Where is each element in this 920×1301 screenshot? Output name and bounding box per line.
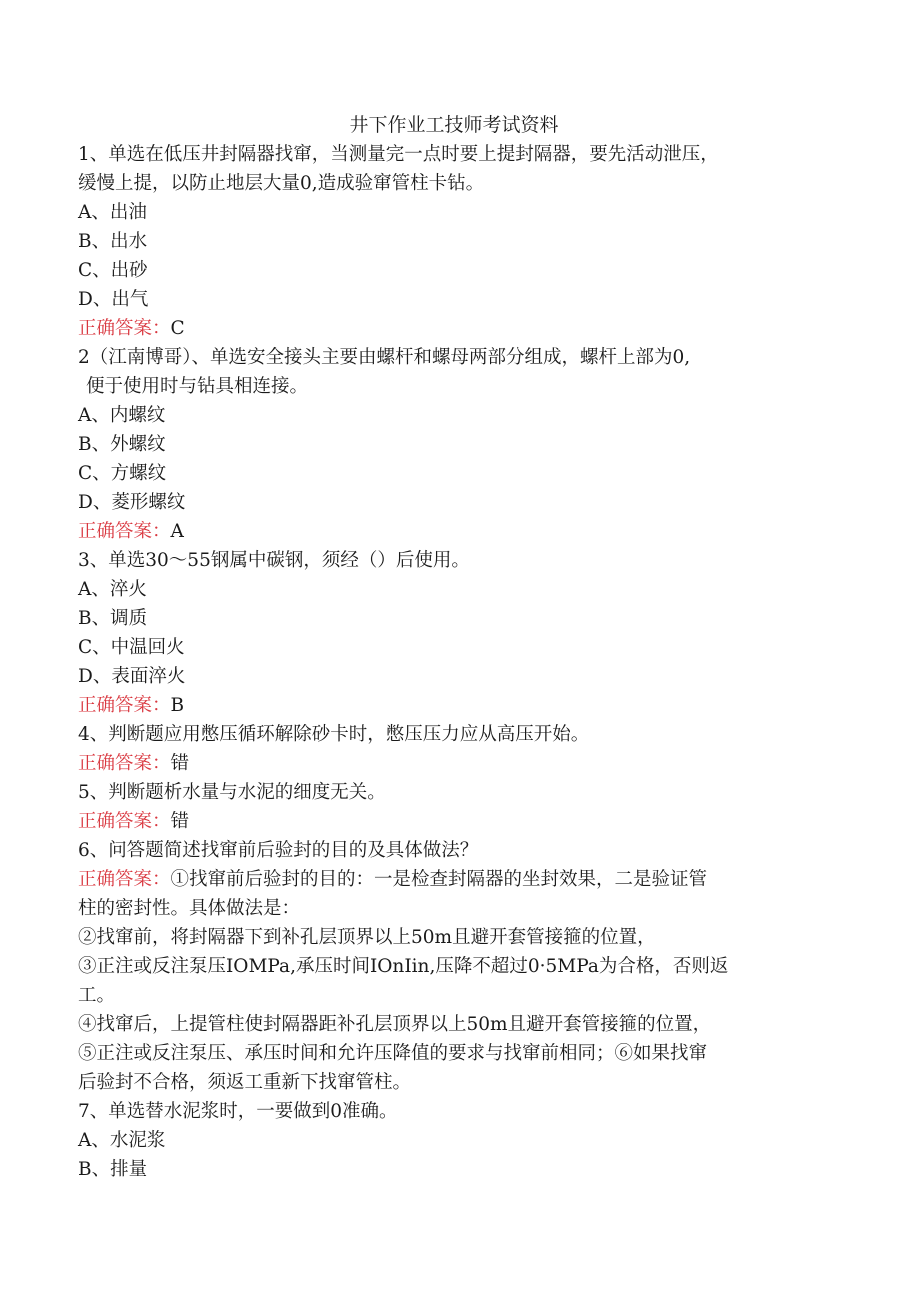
- answer-label: 正确答案：: [78, 521, 171, 542]
- answer-label: 正确答案：: [78, 869, 171, 890]
- q2-option-b: B、外螺纹: [78, 434, 166, 455]
- q3-answer: [78, 691, 820, 720]
- document-title: 井下作业工技师考试资料: [349, 114, 559, 136]
- q1-stem-line2: 缓慢上提，以防止地层大量0,造成验窜管柱卡钻。: [78, 173, 485, 194]
- q4-stem-line1: 4、判断题应用憋压循环解除砂卡时，憋压压力应从高压开始。: [78, 724, 590, 745]
- q1-option-a: A、出油: [78, 202, 147, 223]
- answer-value: 错: [170, 811, 190, 832]
- q6-answer-line-3: ②找窜前，将封隔器下到补孔层顶界以上50m且避开套管接箍的位置，: [78, 927, 656, 948]
- q6-answer: [78, 865, 820, 894]
- answer-value: 错: [170, 753, 190, 774]
- q1-option-b: B、出水: [78, 231, 148, 252]
- q6-answer-line-8: 后验封不合格，须返工重新下找窜管柱。: [78, 1072, 412, 1093]
- q6-answer-line-7: ⑤正注或反注泵压、承压时间和允许压降值的要求与找窜前相同；⑥如果找窜: [78, 1043, 708, 1064]
- answer-label: 正确答案：: [78, 318, 171, 339]
- q2-option-c: C、方螺纹: [78, 463, 167, 484]
- q7-option-a: A、水泥浆: [78, 1130, 166, 1151]
- q7-stem-line1: 7、单选替水泥浆时，一要做到0准确。: [78, 1101, 398, 1122]
- q1-option-d: D、出气: [78, 289, 149, 310]
- q5-stem-line1: 5、判断题析水量与水泥的细度无关。: [78, 782, 386, 803]
- answer-label: 正确答案：: [78, 753, 171, 774]
- q3-stem-line1: 3、单选30～55钢属中碳钢，须经（）后使用。: [78, 550, 470, 571]
- q2-stem-line2: 便于使用时与钻具相连接。: [86, 376, 309, 397]
- q2-stem-line1: 2（江南博哥）、单选安全接头主要由螺杆和螺母两部分组成，螺杆上部为0,: [78, 347, 691, 368]
- answer-value: C: [170, 318, 185, 339]
- answer-label: 正确答案：: [78, 811, 171, 832]
- answer-value: A: [170, 521, 184, 542]
- q6-answer-line-5: 工。: [78, 985, 116, 1006]
- q1-answer: [78, 314, 820, 343]
- q7-option-b: B、排量: [78, 1159, 148, 1180]
- q6-answer-line-6: ④找窜后，上提管柱使封隔器距补孔层顶界以上50m且避开套管接箍的位置，: [78, 1014, 712, 1035]
- q2-answer: [78, 517, 820, 546]
- q1-option-c: C、出砂: [78, 260, 148, 281]
- q3-option-c: C、中温回火: [78, 637, 185, 658]
- answer-value: B: [170, 695, 185, 716]
- q6-answer-line-2: 柱的密封性。具体做法是：: [78, 898, 301, 919]
- q2-option-d: D、菱形螺纹: [78, 492, 186, 513]
- q3-option-b: B、调质: [78, 608, 148, 629]
- answer-label: 正确答案：: [78, 695, 171, 716]
- q1-stem-line1: 1、单选在低压井封隔器找窜，当测量完一点时要上提封隔器，要先活动泄压，: [78, 144, 719, 165]
- q5-answer: [78, 807, 820, 836]
- answer-value: ①找窜前后验封的目的：一是检查封隔器的坐封效果，二是验证管: [170, 869, 708, 890]
- q6-answer-line-4: ③正注或反注泵压IOMPa,承压时间IOnIin,压降不超过0·5MPa为合格，否则返: [78, 956, 729, 977]
- q2-option-a: A、内螺纹: [78, 405, 166, 426]
- q3-option-a: A、淬火: [78, 579, 147, 600]
- q4-answer: [78, 749, 820, 778]
- q3-option-d: D、表面淬火: [78, 666, 186, 687]
- q6-stem-line1: 6、问答题简述找窜前后验封的目的及具体做法？: [78, 840, 479, 861]
